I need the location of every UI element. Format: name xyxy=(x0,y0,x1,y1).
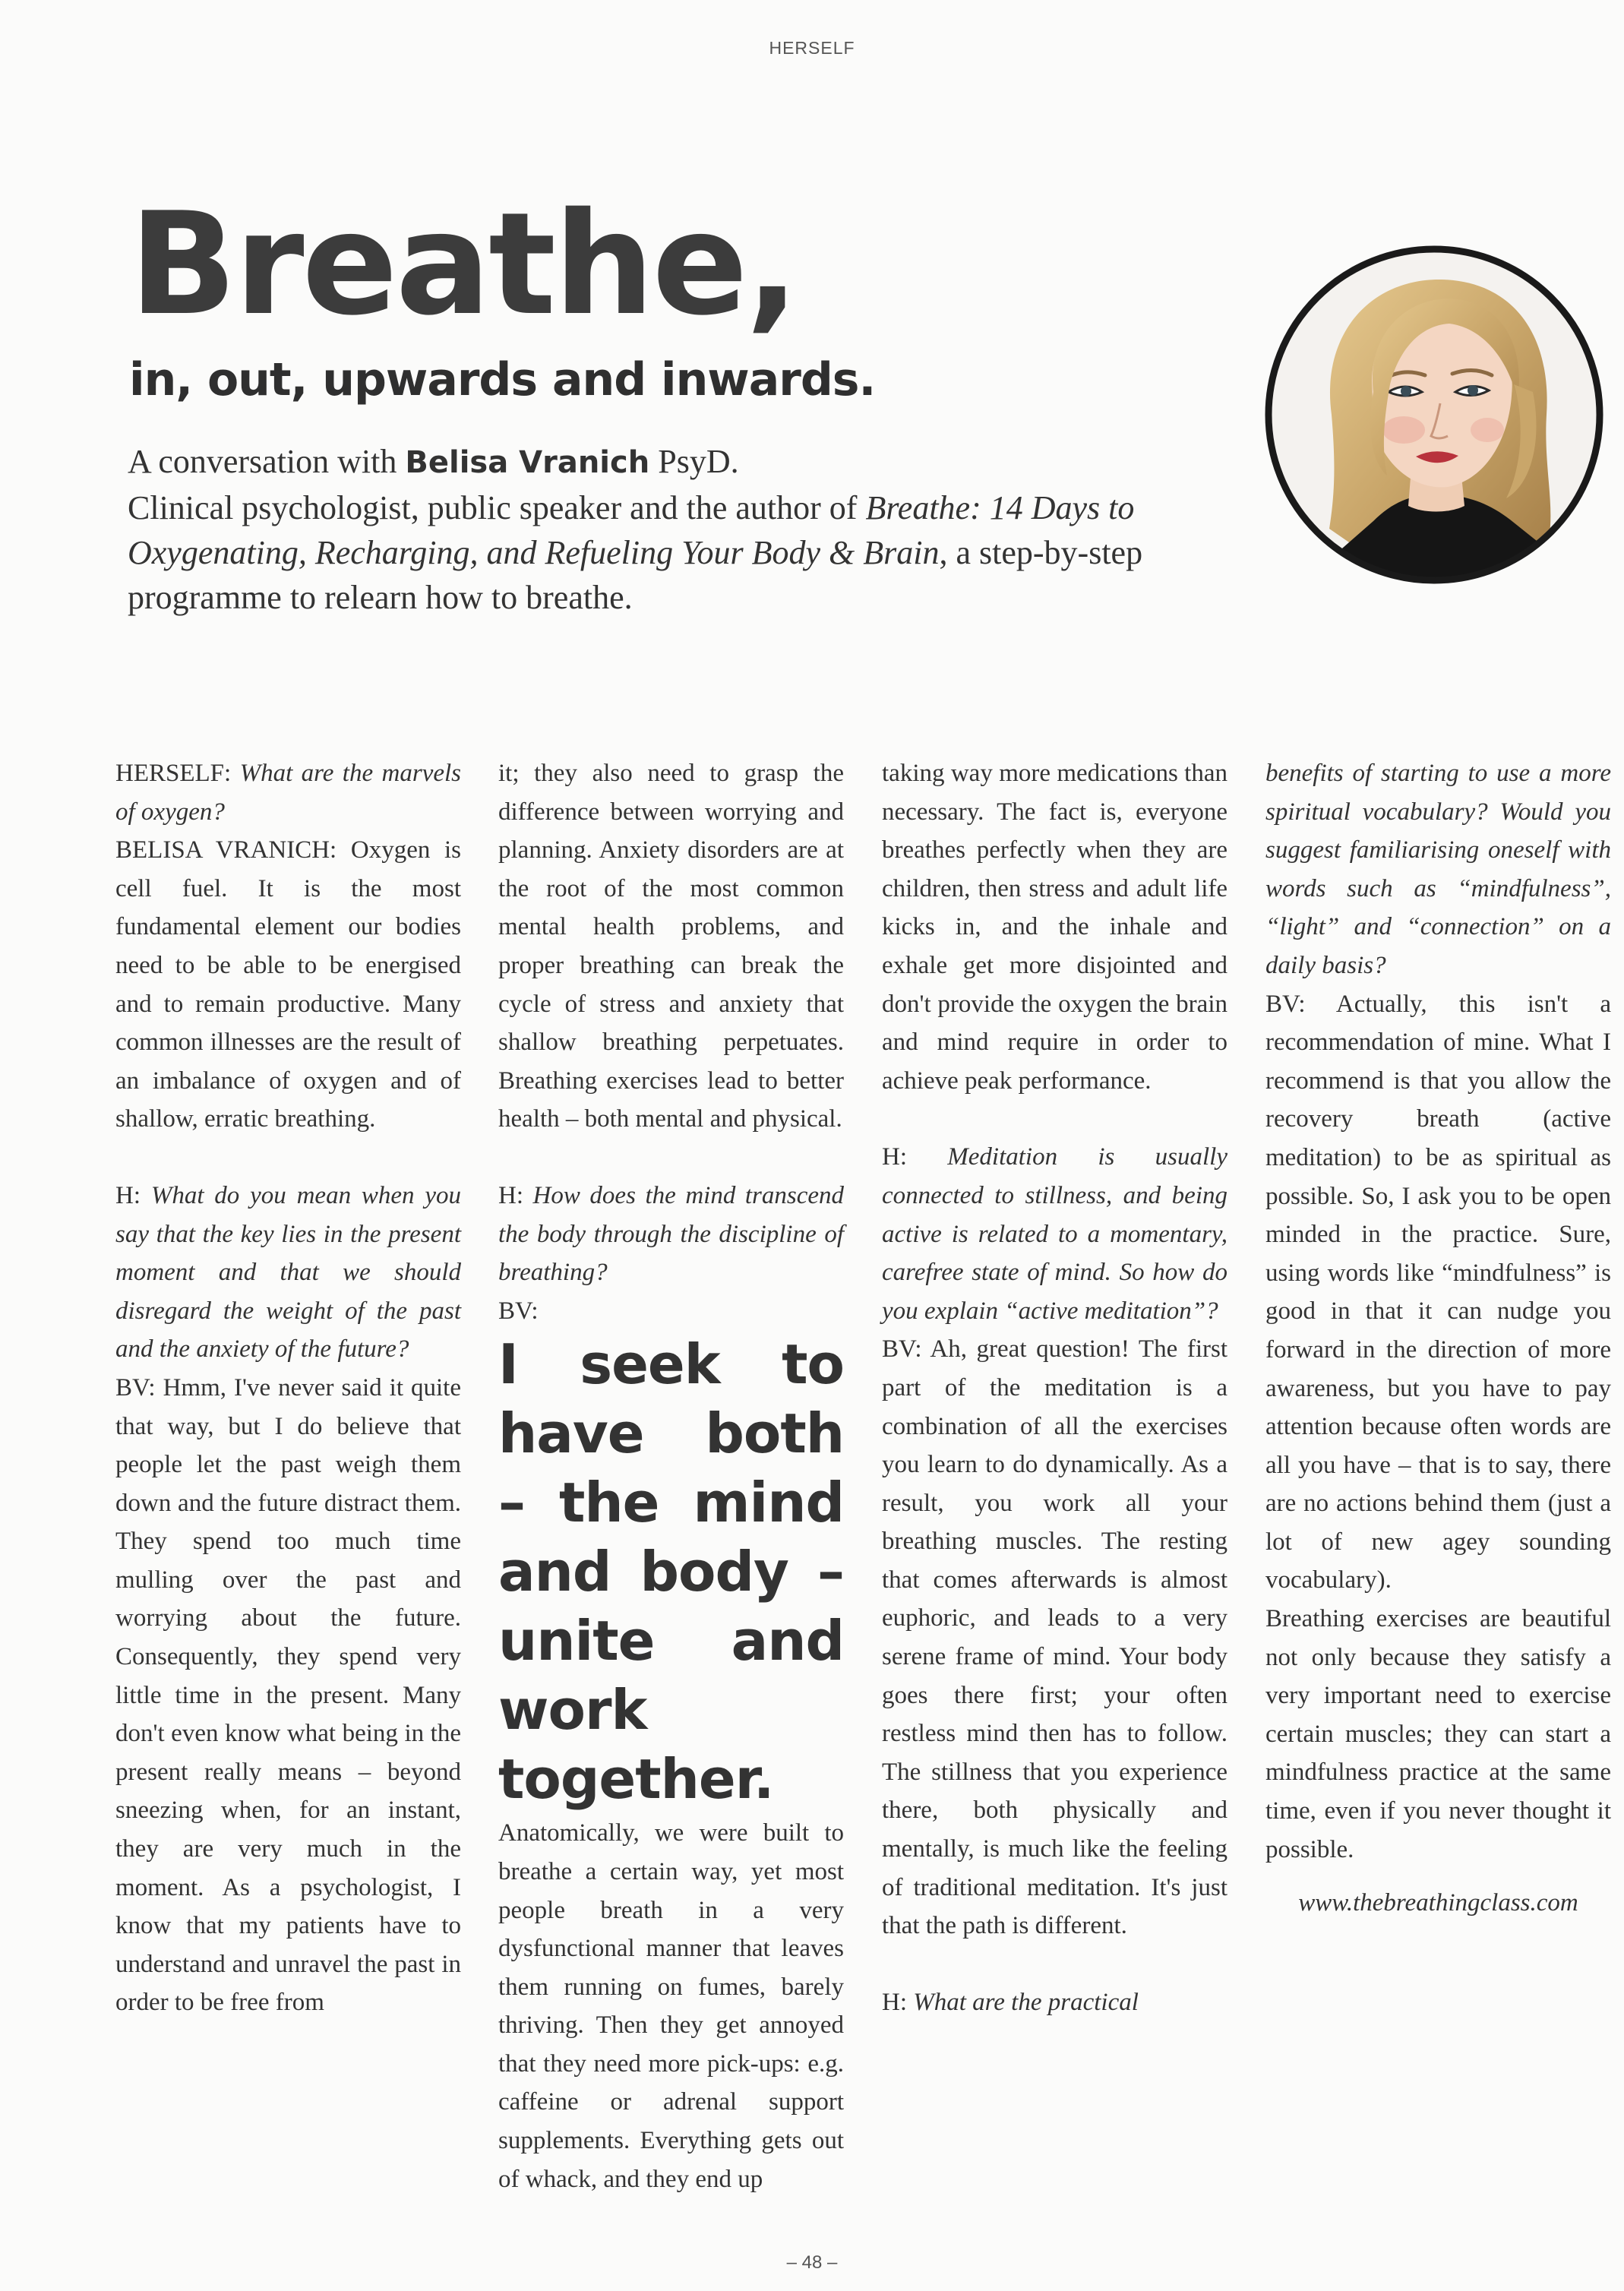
speaker-label: BV: xyxy=(1265,990,1336,1018)
intro-text: A conversation with xyxy=(128,443,406,480)
question-text: What are the marvels of oxygen? xyxy=(115,760,461,826)
article-intro xyxy=(128,439,1252,620)
question-5 xyxy=(882,1983,1227,2022)
question-text: What are the practical xyxy=(913,1988,1139,2016)
running-head: HERSELF xyxy=(769,38,855,58)
speaker-label: BV: xyxy=(498,1297,539,1325)
question-text: benefits of starting to use a more spiritual vocabulary? Would you suggest familiarising oneself with words such as “mindfulness”, “light” and “connection” on a daily basis? xyxy=(1265,760,1611,979)
speaker-label: BV: xyxy=(882,1335,930,1364)
speaker-label: BELISA VRANICH: xyxy=(115,836,351,864)
speaker-label: H: xyxy=(882,1988,914,2016)
answer-5-paragraph-2: Breathing exercises are beautiful not only because they satisfy a very important need to exercise certain muscles; they can start a mindfulness practice at the same time, even if you never thought it possible. xyxy=(1265,1605,1611,1863)
question-text: How does the mind transcend the body through the discipline of breathing? xyxy=(498,1181,845,1287)
article-subtitle: in, out, upwards and inwards. xyxy=(129,353,876,406)
question-3 xyxy=(498,1177,844,1292)
answer-2 xyxy=(115,1369,461,2022)
answer-text: Oxygen is cell fuel. It is the most fundamental element our bodies need to be able to be energised and to remain productive. Many common illnesses are the result of an imbalance of oxygen and of shallow, erratic breathing. xyxy=(115,836,461,1133)
website-link[interactable] xyxy=(1265,1884,1611,1923)
question-1 xyxy=(115,754,461,831)
answer-3-continued: taking way more medications than necessary. The fact is, everyone breathes perfectly when they are children, then stress and adult life kicks in, and the inhale and exhale get more disjointed and don't provide the oxygen the brain and mind require in order to achieve peak performance. xyxy=(882,760,1227,1095)
intro-text: , a step-by-step programme to relearn how to breathe. xyxy=(128,534,1143,616)
answer-1 xyxy=(115,831,461,1139)
speaker-label: BV: xyxy=(115,1373,163,1401)
answer-4 xyxy=(882,1330,1227,1945)
speaker-label: H: xyxy=(882,1143,948,1171)
speaker-label: H: xyxy=(498,1181,533,1209)
page-number: – 48 – xyxy=(786,2252,838,2273)
answer-3: Anatomically, we were built to breathe a certain way, yet most people breath in a very dysfunctional manner that leaves them running on fumes, barely thriving. Then they get annoyed that they need more pick-ups: e.g. caffeine or adrenal support supplements. Everything gets out of whack, and they end up xyxy=(498,1819,844,2193)
interviewee-name: Belisa Vranich xyxy=(405,445,650,480)
answer-text: Ah, great question! The first part of the meditation is a combination of all the exercises you learn to do dynamically. As a result, you work all your breathing muscles. The resting that comes afterwards is almost euphoric, and leads to a very serene frame of mind. Your body goes there first; your often restless mind then has to follow. The stillness that you experience there, both physically and mentally, is much like the feeling of traditional meditation. It's just that the path is different. xyxy=(882,1335,1227,1940)
question-4 xyxy=(882,1138,1227,1330)
intro-text: PsyD. xyxy=(649,443,739,480)
text-column-3 xyxy=(882,754,1227,2021)
answer-text: Actually, this isn't a recommendation of mine. What I recommend is that you allow the recovery breath (active meditation) to be as spiritual as possible. So, I ask you to be open minded in the practice. Sure, using words like “mindfulness” is good in that it can nudge you forward in the direction of more awareness, but you have to pay attention because often words are all you have – that is to say, there are no actions behind them (just a lot of new agey sounding vocabulary). xyxy=(1265,990,1611,1594)
question-5-continued xyxy=(1265,754,1611,985)
text-column-4 xyxy=(1265,754,1611,1923)
speaker-label: H: xyxy=(115,1181,151,1209)
answer-text: Hmm, I've never said it quite that way, but I do believe that people let the past weigh them down and the future distract them. They spend too much time mulling over the past and worrying about the future. Consequently, they spend very little time in the present. Many don't even know what being in the present really means – beyond sneezing when, for an instant, they are very much in the moment. As a psychologist, I know that my patients have to understand and unravel the past in order to be free from xyxy=(115,1373,461,2017)
question-2 xyxy=(115,1177,461,1369)
answer-5 xyxy=(1265,985,1611,1601)
question-text: Meditation is usually connected to stillness, and being active is related to a momentary, carefree state of mind. So how do you explain “active meditation”? xyxy=(882,1143,1227,1325)
speaker-label: HERSELF: xyxy=(115,760,240,787)
text-column-2 xyxy=(498,754,844,2198)
intro-text: Clinical psychologist, public speaker and the author of xyxy=(128,489,866,526)
answer-2-continued: it; they also need to grasp the difference between worrying and planning. Anxiety disorders are at the root of the most common mental health problems, and proper breathing can break the cycle of stress and anxiety that shallow breathing perpetuates. Breathing exercises lead to better health – both mental and physical. xyxy=(498,760,844,1133)
article-title: Breathe, xyxy=(129,182,798,346)
pull-quote: I seek to have both – the mind and body – unite and work together. xyxy=(498,1332,844,1812)
text-column-1 xyxy=(115,754,461,2022)
book-title: Breathe: 14 Days to Oxygenating, Recharging, and Refueling Your Body & Brain xyxy=(128,489,1135,571)
website-url[interactable]: www.thebreathingclass.com xyxy=(1298,1889,1578,1917)
author-portrait xyxy=(1259,240,1609,589)
question-text: What do you mean when you say that the key lies in the present moment and that we should disregard the weight of the past and the anxiety of the future? xyxy=(115,1181,462,1364)
